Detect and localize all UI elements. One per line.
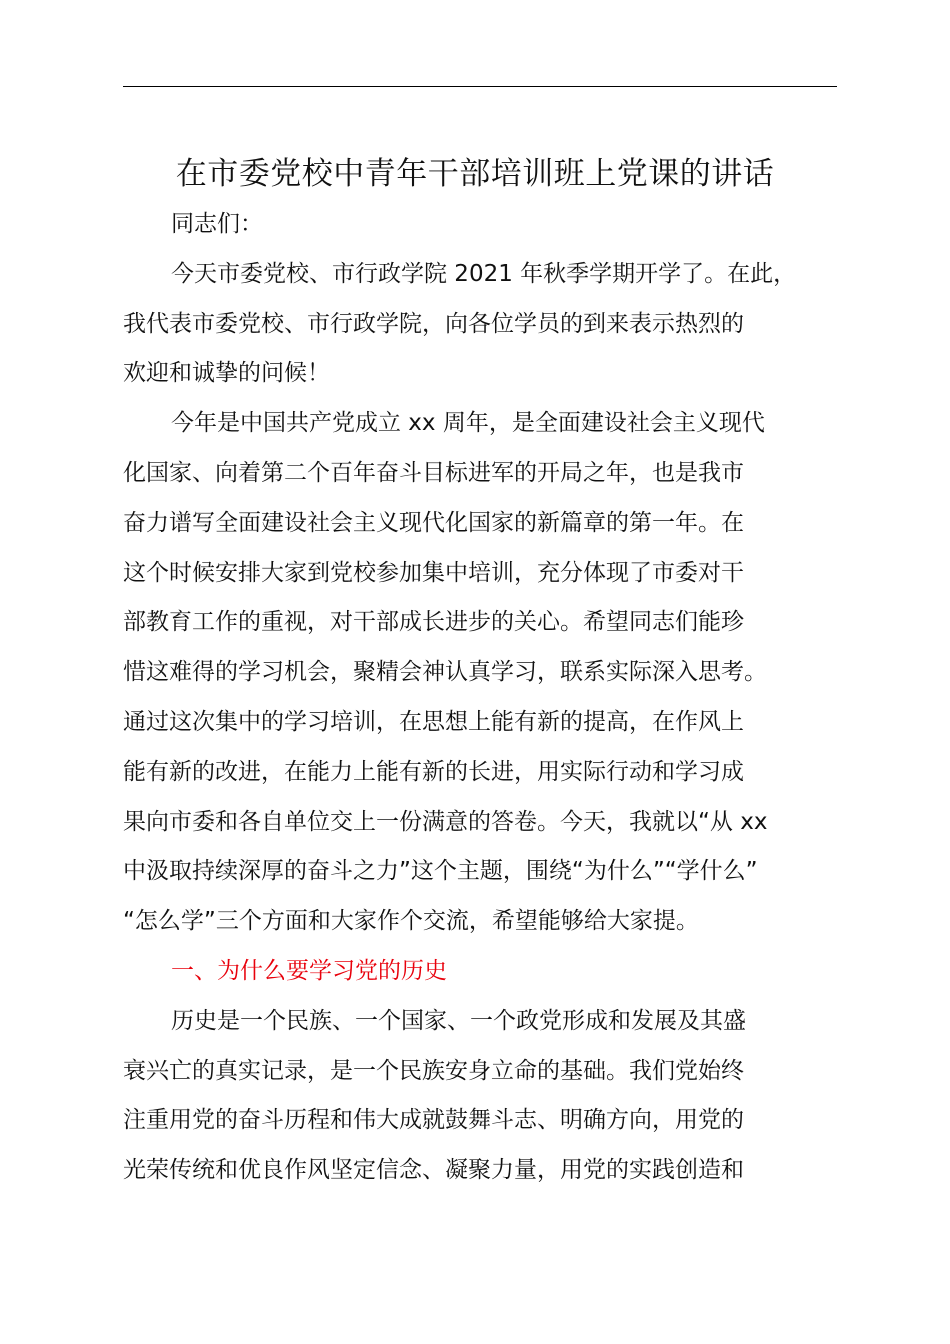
paragraph-2-line-3: 奋力谱写全面建设社会主义现代化国家的新篇章的第一年。在 [123, 509, 744, 536]
header-rule [123, 86, 837, 87]
paragraph-2-line-10: 中汲取持续深厚的奋斗之力”这个主题，围绕“为什么”“学什么” [123, 858, 758, 885]
paragraph-2-line-9: 果向市委和各自单位交上一份满意的答卷。今天，我就以“从 xx [123, 808, 768, 835]
document-body [123, 200, 837, 1196]
paragraph-2-line-4: 这个时候安排大家到党校参加集中培训，充分体现了市委对干 [123, 559, 744, 586]
paragraph-2-line-1: 今年是中国共产党成立 xx 周年，是全面建设社会主义现代 [171, 410, 765, 437]
paragraph-2-line-5: 部教育工作的重视，对干部成长进步的关心。希望同志们能珍 [123, 609, 744, 636]
paragraph-2-line-2: 化国家、向着第二个百年奋斗目标进军的开局之年，也是我市 [123, 459, 744, 486]
paragraph-1-line-1: 今天市委党校、市行政学院 2021 年秋季学期开学了。在此， [171, 260, 797, 287]
section-heading-1: 一、为什么要学习党的历史 [171, 957, 447, 984]
paragraph-2-line-7: 通过这次集中的学习培训，在思想上能有新的提高，在作风上 [123, 708, 744, 735]
paragraph-1-line-3: 欢迎和诚挚的问候！ [123, 360, 330, 387]
paragraph-3-line-4: 光荣传统和优良作风坚定信念、凝聚力量，用党的实践创造和 [123, 1157, 744, 1184]
paragraph-2-line-8: 能有新的改进，在能力上能有新的长进，用实际行动和学习成 [123, 758, 744, 785]
paragraph-2-line-6: 惜这难得的学习机会，聚精会神认真学习，联系实际深入思考。 [123, 659, 767, 686]
paragraph-2-line-11: “怎么学”三个方面和大家作个交流，希望能够给大家提。 [123, 908, 699, 935]
paragraph-3-line-1: 历史是一个民族、一个国家、一个政党形成和发展及其盛 [171, 1007, 746, 1034]
paragraph-3-line-3: 注重用党的奋斗历程和伟大成就鼓舞斗志、明确方向，用党的 [123, 1107, 744, 1134]
paragraph-1-line-2: 我代表市委党校、市行政学院，向各位学员的到来表示热烈的 [123, 310, 744, 337]
document-title: 在市委党校中青年干部培训班上党课的讲话 [175, 156, 775, 192]
paragraph-3-line-2: 衰兴亡的真实记录，是一个民族安身立命的基础。我们党始终 [123, 1057, 744, 1084]
salutation: 同志们： [171, 211, 263, 237]
